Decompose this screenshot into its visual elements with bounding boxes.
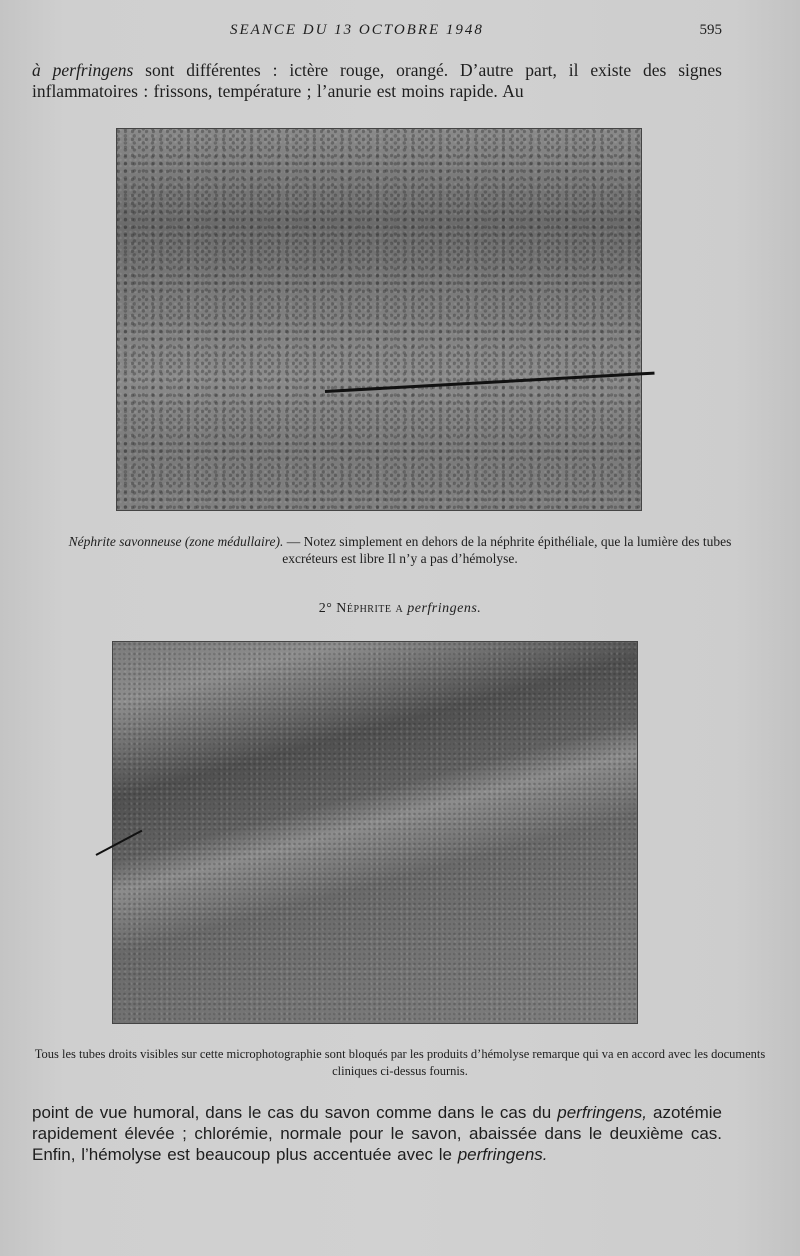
- bottom-paragraph: [32, 1102, 722, 1165]
- figure-2-caption: Tous les tubes droits visibles sur cette microphotographie sont bloqués par les produits d’hémolyse remarque qui va en accord avec les documents cliniques ci-dessus fournis.: [34, 1047, 766, 1078]
- micrograph-2: [112, 641, 638, 1024]
- section-heading: [0, 601, 800, 617]
- bottom-italic-1: perfringens,: [557, 1103, 648, 1122]
- bottom-text-mid: azotémie rapidement élevée ; chlorémie, normale pour le savon, abaissée dans le deuxième cas. Enfin, l’hémolyse est beaucoup plus accentuée avec le: [32, 1103, 723, 1164]
- bottom-text-start: point de vue humoral, dans le cas du savon comme dans le cas du: [32, 1103, 558, 1122]
- micrograph-1: [116, 128, 642, 511]
- bottom-italic-2: perfringens.: [457, 1145, 548, 1164]
- figure-1-caption-text: — Notez simplement en dehors de la néphrite épithéliale, que la lumière des tubes excréteurs est libre Il n’y a pas d’hémolyse.: [282, 534, 732, 566]
- section-number: 2°: [318, 601, 337, 616]
- section-italic: perfringens.: [407, 601, 482, 616]
- top-paragraph-italic: à perfringens: [32, 60, 134, 80]
- top-paragraph-text: sont différentes : ictère rouge, orangé. D’autre part, il existe des signes inflammatoires : frissons, température ; l’anurie est moins rapide. Au: [32, 60, 722, 101]
- top-paragraph: [32, 60, 722, 102]
- running-title: SEANCE DU 13 OCTOBRE 1948: [230, 22, 484, 38]
- section-label: Néphrite a: [336, 601, 408, 616]
- figure-1-caption: [40, 533, 760, 567]
- figure-1-caption-italic: Néphrite savonneuse (zone médullaire).: [68, 534, 284, 549]
- page-number: 595: [699, 22, 722, 38]
